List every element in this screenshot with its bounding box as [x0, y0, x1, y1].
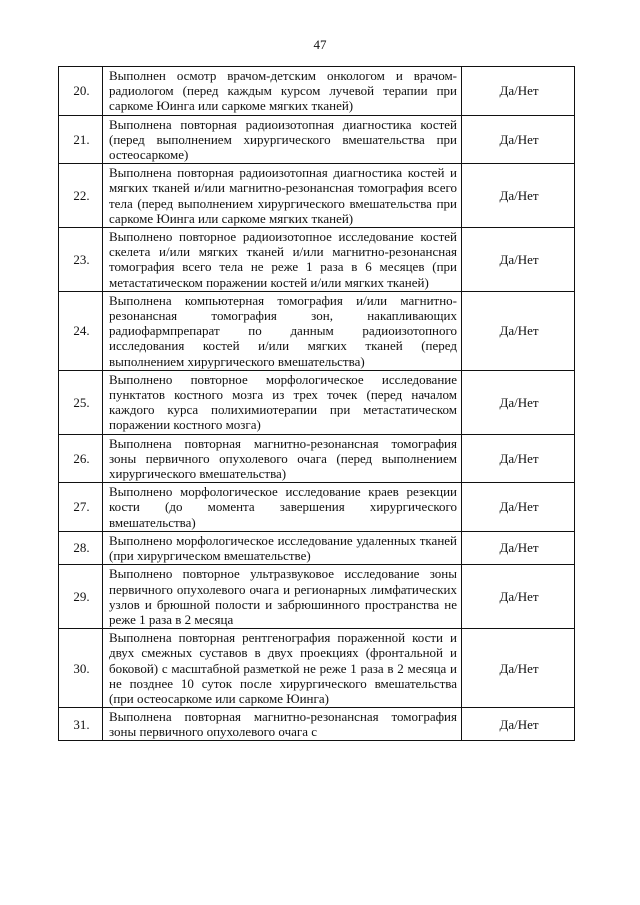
criterion-text: Выполнено повторное ультразвуковое исследование зоны первичного опухолевого очага и регионарных лимфатических узлов и брюшной полости и забрюшинного пространства не реже 1 раза в 2 месяца [103, 565, 462, 629]
answer-cell: Да/Нет [462, 483, 575, 532]
criterion-text-continued: Выполнена повторная магнитно-резонансная томография зоны первичного опухолевого очага с [109, 709, 457, 740]
answer-cell: Да/Нет [462, 370, 575, 434]
criterion-text: Выполнено повторное радиоизотопное исследование костей скелета и/или мягких тканей и/или магнитно-резонансная томография всего тела не реже 1 раза в 6 месяцев (при метастатическом поражении костей и/или мягких тканей) [103, 228, 462, 292]
answer-cell: Да/Нет [462, 164, 575, 228]
row-number: 29. [59, 565, 103, 629]
table-row [59, 483, 575, 532]
answer-cell: Да/Нет [462, 629, 575, 708]
table-row [59, 164, 575, 228]
table-row [59, 291, 575, 370]
row-number: 31. [59, 708, 103, 741]
criterion-text: Выполнена повторная магнитно-резонансная томография зоны первичного опухолевого очага (перед выполнением хирургического вмешательства) [103, 434, 462, 483]
row-number: 27. [59, 483, 103, 532]
answer-cell: Да/Нет [462, 67, 575, 116]
row-number: 24. [59, 291, 103, 370]
table-row [59, 67, 575, 116]
criterion-text: Выполнено повторное морфологическое исследование пунктатов костного мозга из трех точек (перед началом каждого курса полихимиотерапии при метастатическом поражении костного мозга) [103, 370, 462, 434]
answer-cell: Да/Нет [462, 708, 575, 741]
criterion-text: Выполнено морфологическое исследование краев резекции кости (до момента завершения хирургического вмешательства) [103, 483, 462, 532]
answer-cell: Да/Нет [462, 565, 575, 629]
page-number: 47 [313, 37, 327, 52]
row-number: 25. [59, 370, 103, 434]
table-row [59, 370, 575, 434]
table-row [59, 115, 575, 164]
row-number: 26. [59, 434, 103, 483]
row-number: 21. [59, 115, 103, 164]
row-number: 20. [59, 67, 103, 116]
criterion-text: Выполнена повторная радиоизотопная диагностика костей (перед выполнением хирургического вмешательства при остеосаркоме) [103, 115, 462, 164]
table-row [59, 228, 575, 292]
row-number: 23. [59, 228, 103, 292]
answer-cell: Да/Нет [462, 291, 575, 370]
row-number: 30. [59, 629, 103, 708]
table-row [59, 434, 575, 483]
criterion-text: Выполнена компьютерная томография и/или магнитно-резонансная томография зон, накапливающих радиофармпрепарат по данным радиоизотопного исследования костей и/или мягких тканей (перед выполнением хирургического вмешательства) [103, 291, 462, 370]
answer-cell: Да/Нет [462, 434, 575, 483]
quality-criteria-table [58, 66, 575, 741]
row-number: 22. [59, 164, 103, 228]
criterion-text: Выполнено морфологическое исследование удаленных тканей (при хирургическом вмешательстве) [103, 531, 462, 564]
row-number: 28. [59, 531, 103, 564]
answer-cell: Да/Нет [462, 531, 575, 564]
table-row [59, 565, 575, 629]
answer-cell: Да/Нет [462, 228, 575, 292]
criterion-text: Выполнена повторная рентгенография пораженной кости и двух смежных суставов в двух проекциях (фронтальной и боковой) с масштабной разметкой не реже 1 раза в 2 месяца и не позднее 10 суток после хирургического вмешательства (при остеосаркоме или саркоме Юинга) [103, 629, 462, 708]
table-row [59, 531, 575, 564]
criterion-text [103, 708, 462, 741]
table-row [59, 708, 575, 741]
table-row [59, 629, 575, 708]
answer-cell: Да/Нет [462, 115, 575, 164]
criterion-text: Выполнен осмотр врачом-детским онкологом и врачом-радиологом (перед каждым курсом лучевой терапии при саркоме Юинга или саркоме мягких тканей) [103, 67, 462, 116]
criterion-text: Выполнена повторная радиоизотопная диагностика костей и мягких тканей и/или магнитно-резонансная томография всего тела (перед выполнением хирургического вмешательства при саркоме Юинга или саркоме мягких тканей) [103, 164, 462, 228]
